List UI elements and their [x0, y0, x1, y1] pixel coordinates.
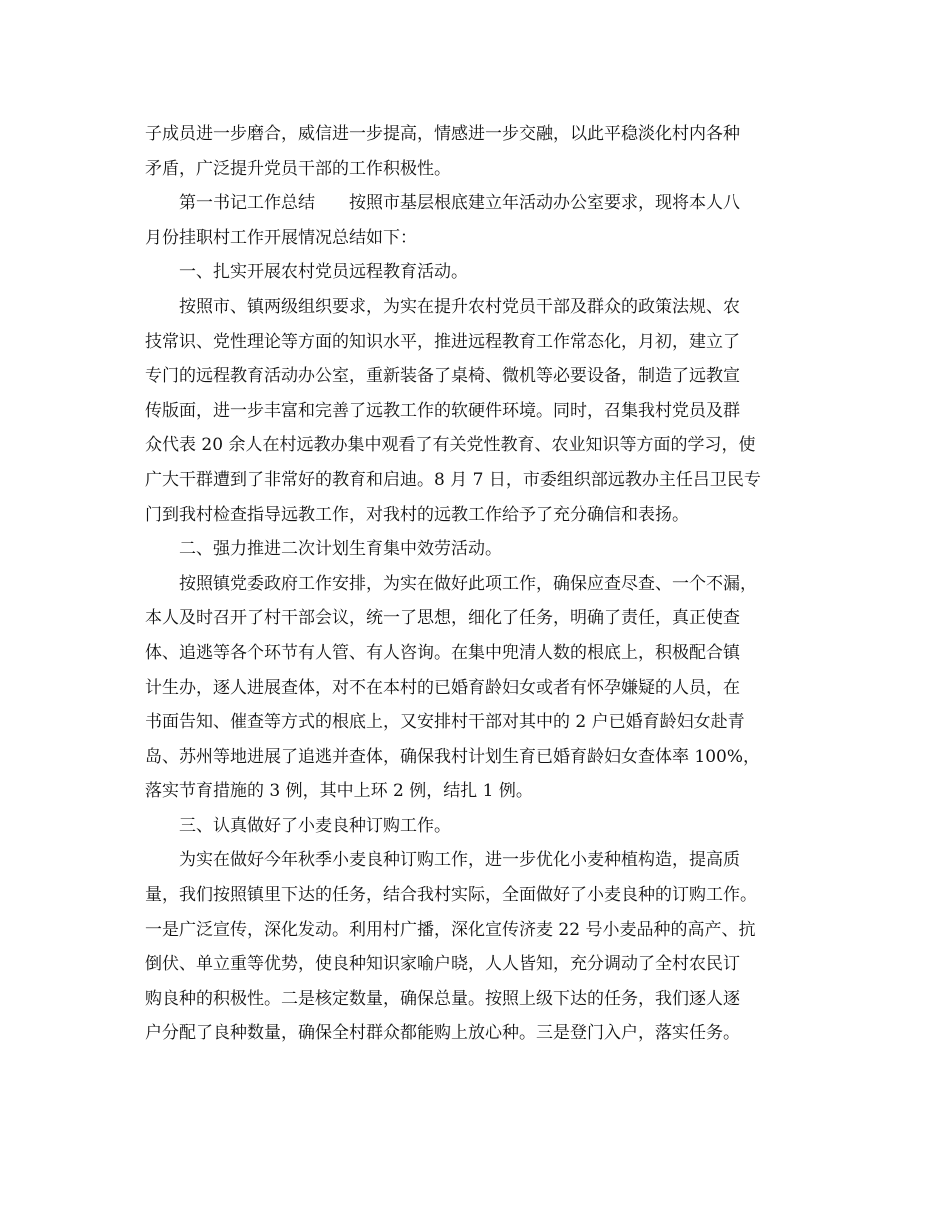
text-line: 广大干群遭到了非常好的教育和启迪。8 月 7 日，市委组织部远教办主任吕卫民专 [145, 469, 761, 490]
text-line: 按照市、镇两级组织要求，为实在提升农村党员干部及群众的政策法规、农 [179, 296, 740, 317]
paragraph-heading-line [145, 186, 805, 221]
text-line: 倒伏、单立重等优势，使良种知识家喻户晓，人人皆知，充分调动了全村农民订 [145, 954, 740, 975]
text-line: 传版面，进一步丰富和完善了远教工作的软硬件环境。同时，召集我村党员及群 [145, 400, 740, 421]
text-line: 户分配了良种数量，确保全村群众都能购上放心种。三是登门入户，落实任务。 [145, 1023, 740, 1044]
text-line: 月份挂职村工作开展情况总结如下： [145, 227, 417, 248]
text-line: 众代表 20 余人在村远教办集中观看了有关党性教育、农业知识等方面的学习，使 [145, 435, 756, 456]
text-line: 按照镇党委政府工作安排，为实在做好此项工作，确保应查尽查、一个不漏， [179, 573, 757, 594]
summary-title: 第一书记工作总结 [179, 193, 315, 214]
section-heading: 二、强力推进二次计划生育集中效劳活动。 [179, 539, 502, 560]
text-line: 落实节育措施的 3 例，其中上环 2 例，结扎 1 例。 [145, 781, 533, 802]
text-line: 体、追逃等各个环节有人管、有人咨询。在集中兜清人数的根底上，积极配合镇 [145, 642, 740, 663]
text-line: 计生办，逐人进展查体，对不在本村的已婚育龄妇女或者有怀孕嫌疑的人员，在 [145, 677, 740, 698]
section-heading: 一、扎实开展农村党员远程教育活动。 [179, 262, 468, 283]
text-line: 一是广泛宣传，深化发动。利用村广播，深化宣传济麦 22 号小麦品种的高产、抗 [145, 919, 756, 940]
document-body [145, 117, 805, 1051]
section-heading: 三、认真做好了小麦良种订购工作。 [179, 815, 451, 836]
text-line: 专门的远程教育活动办公室，重新装备了桌椅、微机等必要设备，制造了远教宣 [145, 366, 740, 387]
text-line: 技常识、党性理论等方面的知识水平，推进远程教育工作常态化，月初，建立了 [145, 331, 740, 352]
text-line: 为实在做好今年秋季小麦良种订购工作，进一步优化小麦种植构造，提高质 [179, 850, 740, 871]
text-line: 子成员进一步磨合，威信进一步提高，情感进一步交融，以此平稳淡化村内各种 [145, 124, 740, 144]
text-line: 购良种的积极性。二是核定数量，确保总量。按照上级下达的任务，我们逐人逐 [145, 988, 740, 1009]
text-line: 书面告知、催查等方式的根底上，又安排村干部对其中的 2 户已婚育龄妇女赴青 [145, 712, 745, 733]
text-line: 门到我村检查指导远教工作，对我村的远教工作给予了充分确信和表扬。 [145, 504, 689, 525]
text-line: 量，我们按照镇里下达的任务，结合我村实际，全面做好了小麦良种的订购工作。 [145, 885, 757, 906]
summary-intro: 按照市基层根底建立年活动办公室要求，现将本人八 [349, 193, 740, 214]
text-line: 矛盾，广泛提升党员干部的工作积极性。 [145, 158, 451, 179]
text-line: 岛、苏州等地进展了追逃并查体，确保我村计划生育已婚育龄妇女查体率 100%， [145, 746, 761, 767]
text-line: 本人及时召开了村干部会议，统一了思想，细化了任务，明确了责任，真正使查 [145, 608, 740, 629]
